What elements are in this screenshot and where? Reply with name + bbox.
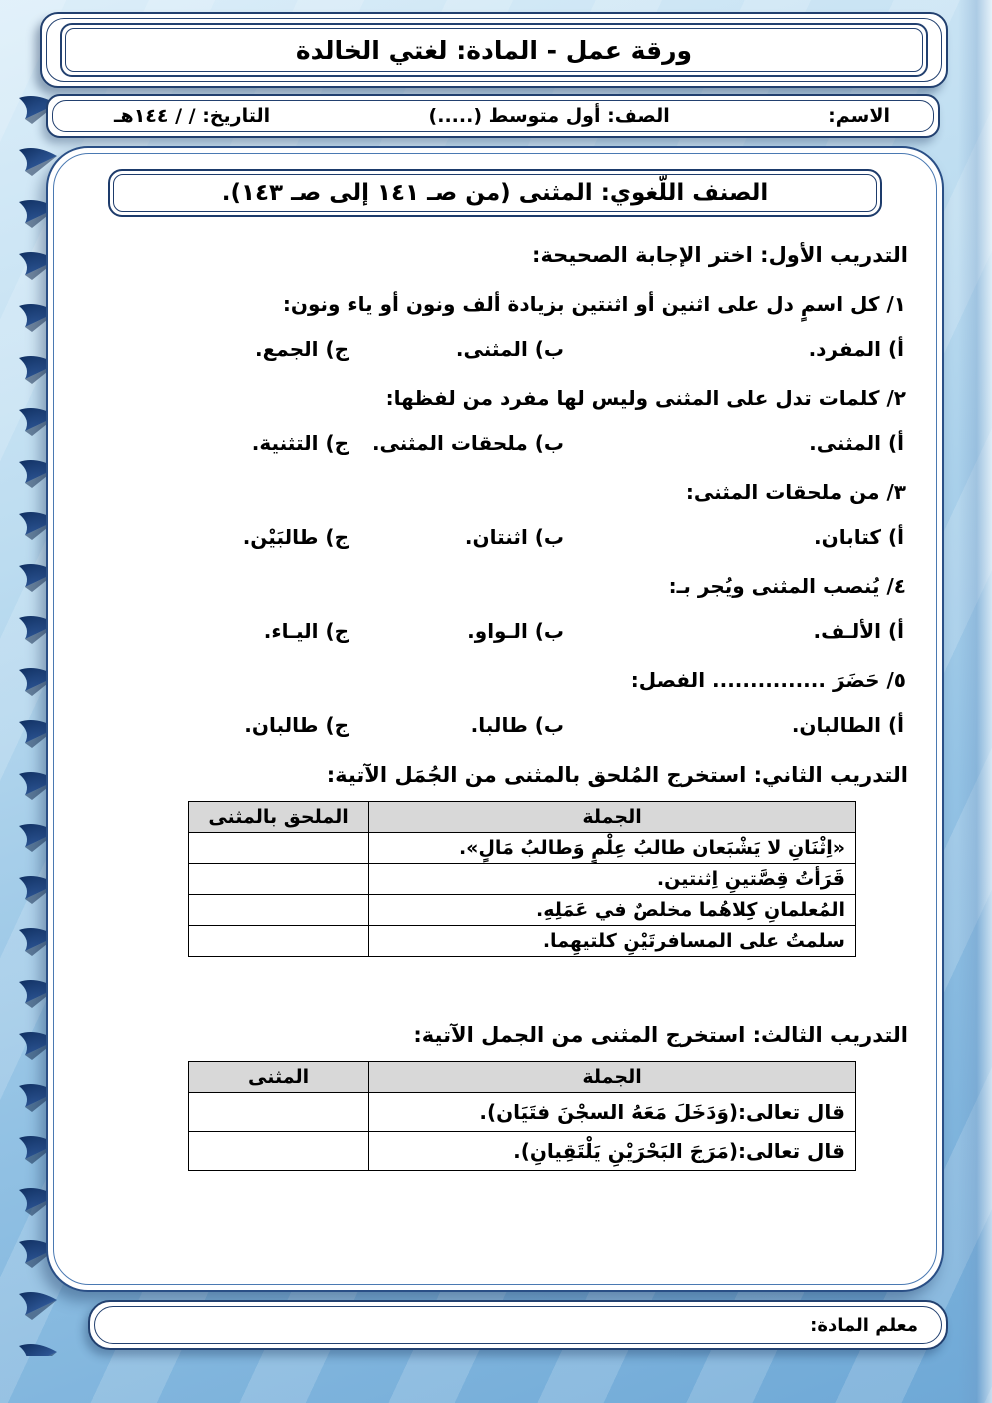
option-c: ج) التثنية. xyxy=(251,431,349,455)
worksheet-header-inner-frame xyxy=(60,23,928,77)
main-content-box xyxy=(46,146,944,1292)
date-label: التاريخ: / / ١٤٤هـ xyxy=(114,105,271,127)
exercise1-question-3: ٣/ من ملحقات المثنى: xyxy=(685,480,906,504)
sentence-cell: قال تعالى:(وَدَخَلَ مَعَهُ السجْنَ فتَيَان). xyxy=(369,1093,856,1132)
option-c: ج) الجمع. xyxy=(255,337,349,361)
option-b: ب) الـواو. xyxy=(467,619,564,643)
option-b: ب) اثنتان. xyxy=(464,525,564,549)
table-row xyxy=(189,895,856,926)
sentence-cell: المُعلمانِ كِلاهُما مخلصٌ في عَمَلِهِ. xyxy=(369,895,856,926)
option-b: ب) المثنى. xyxy=(455,337,564,361)
answer-column-header: الملحق بالمثنى xyxy=(189,802,369,833)
table-row xyxy=(189,926,856,957)
sentence-column-header: الجملة xyxy=(369,802,856,833)
option-a: أ) كتابان. xyxy=(814,525,904,549)
exercise1-question-2: ٢/ كلمات تدل على المثنى وليس لها مفرد من لفظها: xyxy=(385,386,906,410)
answer-cell xyxy=(189,833,369,864)
lesson-title-box xyxy=(108,169,883,217)
worksheet-header-banner xyxy=(40,12,948,88)
exercise3-table xyxy=(188,1061,856,1171)
sentence-cell: قال تعالى:(مَرَجَ البَحْرَيْنِ يَلْتَقِيانِ). xyxy=(369,1132,856,1171)
student-info-banner xyxy=(46,94,940,138)
exercise1-question-4: ٤/ يُنصب المثنى ويُجر بـ: xyxy=(668,574,906,598)
teacher-label: معلم المادة: xyxy=(810,1314,918,1336)
answer-cell xyxy=(189,895,369,926)
exercise1-question-4-options xyxy=(74,619,916,643)
exercise1-question-1-options xyxy=(74,337,916,361)
footer-box xyxy=(88,1300,948,1350)
table-row xyxy=(189,864,856,895)
exercise1-title: التدريب الأول: اختر الإجابة الصحيحة: xyxy=(532,243,908,267)
exercise1-question-5: ٥/ حَضَرَ ............... الفصل: xyxy=(630,668,906,692)
exercise1-question-2-options xyxy=(74,431,916,455)
class-label: الصف: أول متوسط (.....) xyxy=(428,105,670,127)
answer-cell xyxy=(189,926,369,957)
exercise3-title: التدريب الثالث: استخرج المثنى من الجمل الآتية: xyxy=(413,1023,908,1047)
table-row xyxy=(189,1093,856,1132)
page-edge-shading xyxy=(958,0,992,1403)
exercise1-question-1: ١/ كل اسمٍ دل على اثنين أو اثنتين بزيادة ألف ونون أو ياء ونون: xyxy=(282,292,906,316)
exercise2-title: التدريب الثاني: استخرج المُلحق بالمثنى من الجُمَل الآتية: xyxy=(326,763,908,787)
sentence-cell: سلمتُ على المسافرتَيْنِ كلتيهِما. xyxy=(369,926,856,957)
sentence-cell: «اِثْنَانِ لا يَشْبَعان طالبُ عِلْمٍ وَطالبُ مَالٍ». xyxy=(369,833,856,864)
option-c: ج) طالبان. xyxy=(244,713,349,737)
option-b: ب) ملحقات المثنى. xyxy=(371,431,564,455)
option-c: ج) طالبَيْن. xyxy=(242,525,349,549)
option-a: أ) الألـف. xyxy=(813,619,904,643)
option-a: أ) المثنى. xyxy=(809,431,904,455)
answer-column-header: المثنى xyxy=(189,1062,369,1093)
exercise2-table-header-row xyxy=(189,802,856,833)
exercise1-question-5-options xyxy=(74,713,916,737)
exercise-1 xyxy=(74,243,916,737)
exercise3-table-header-row xyxy=(189,1062,856,1093)
worksheet-title: ورقة عمل - المادة: لغتي الخالدة xyxy=(295,35,693,65)
option-c: ج) اليـاء. xyxy=(263,619,349,643)
table-row xyxy=(189,1132,856,1171)
option-a: أ) المفرد. xyxy=(808,337,904,361)
sentence-cell: قَرَأتُ قِصَّتينِ اِثنتين. xyxy=(369,864,856,895)
sentence-column-header: الجملة xyxy=(369,1062,856,1093)
exercise-2 xyxy=(74,763,916,957)
lesson-title: الصنف اللّغوي: المثنى (من صـ ١٤١ إلى صـ ١٤٣). xyxy=(221,180,769,206)
name-label: الاسم: xyxy=(828,105,890,127)
option-a: أ) الطالبان. xyxy=(791,713,904,737)
exercise2-table xyxy=(188,801,856,957)
option-b: ب) طالبا. xyxy=(470,713,564,737)
answer-cell xyxy=(189,1132,369,1171)
table-row xyxy=(189,833,856,864)
exercise1-question-3-options xyxy=(74,525,916,549)
exercise-3 xyxy=(74,1023,916,1171)
answer-cell xyxy=(189,1093,369,1132)
answer-cell xyxy=(189,864,369,895)
